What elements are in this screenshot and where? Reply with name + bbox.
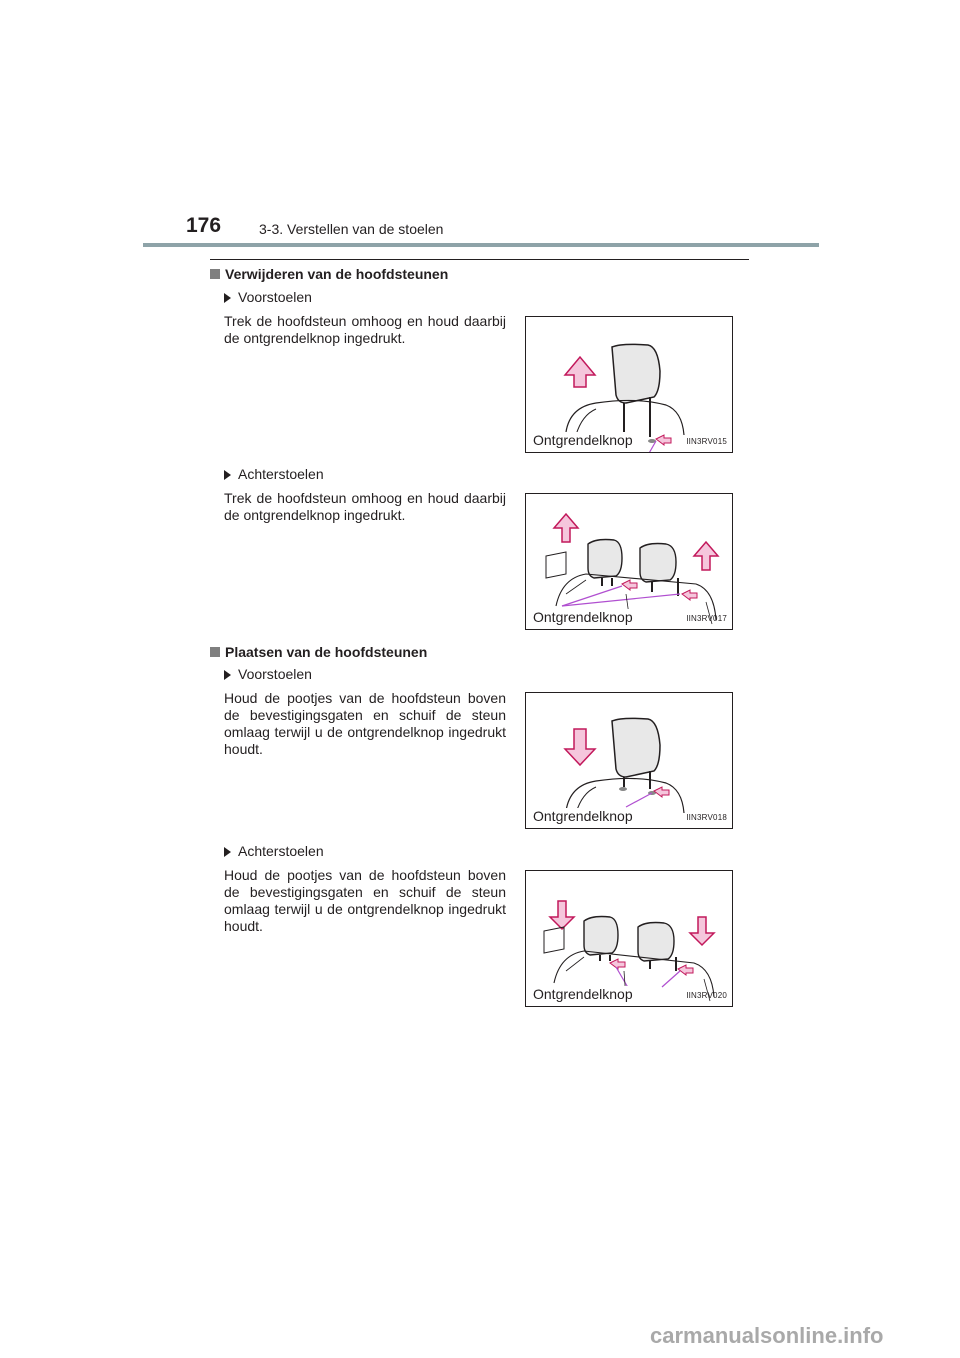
instruction-text: Houd de pootjes van de hoofdsteun boven de bevestigingsgaten en schuif de steun omlaag terwijl u de ontgrendelknop ingedrukt houdt. — [224, 867, 506, 934]
release-button-label: Ontgrendelknop — [533, 986, 636, 1002]
installing-heading: Plaatsen van de hoofdsteunen — [210, 644, 427, 660]
instruction-text: Trek de hoofdsteun omhoog en houd daarbij de ontgrendelknop ingedrukt. — [224, 490, 506, 523]
header-rule — [143, 243, 819, 247]
figure-code: IIN3RV020 — [686, 991, 727, 1000]
triangle-bullet-icon — [224, 670, 231, 680]
figure-remove-front — [525, 316, 733, 453]
figure-code: IIN3RV017 — [686, 614, 727, 623]
removing-heading: Verwijderen van de hoofdsteunen — [210, 266, 448, 282]
section-title: 3-3. Verstellen van de stoelen — [259, 221, 444, 237]
figure-install-front — [525, 692, 733, 829]
triangle-bullet-icon — [224, 293, 231, 303]
figure-code: IIN3RV018 — [686, 813, 727, 822]
release-button-label: Ontgrendelknop — [533, 432, 636, 448]
triangle-bullet-icon — [224, 847, 231, 857]
figure-remove-rear — [525, 493, 733, 630]
watermark[interactable]: carmanualsonline.info — [650, 1323, 884, 1348]
release-button-label: Ontgrendelknop — [533, 609, 636, 625]
instruction-text: Houd de pootjes van de hoofdsteun boven de bevestigingsgaten en schuif de steun omlaag terwijl u de ontgrendelknop ingedrukt houdt. — [224, 690, 506, 757]
square-bullet-icon — [210, 647, 220, 657]
section-divider — [210, 259, 749, 260]
bullet-rear-seats: Achterstoelen — [224, 843, 324, 859]
bullet-front-seats: Voorstoelen — [224, 289, 312, 305]
bullet-front-seats: Voorstoelen — [224, 666, 312, 682]
figure-code: IIN3RV015 — [686, 437, 727, 446]
instruction-text: Trek de hoofdsteun omhoog en houd daarbij de ontgrendelknop ingedrukt. — [224, 313, 506, 346]
bullet-rear-seats: Achterstoelen — [224, 466, 324, 482]
page-number: 176 — [186, 214, 222, 237]
figure-install-rear — [525, 870, 733, 1007]
release-button-label: Ontgrendelknop — [533, 808, 636, 824]
triangle-bullet-icon — [224, 470, 231, 480]
square-bullet-icon — [210, 269, 220, 279]
